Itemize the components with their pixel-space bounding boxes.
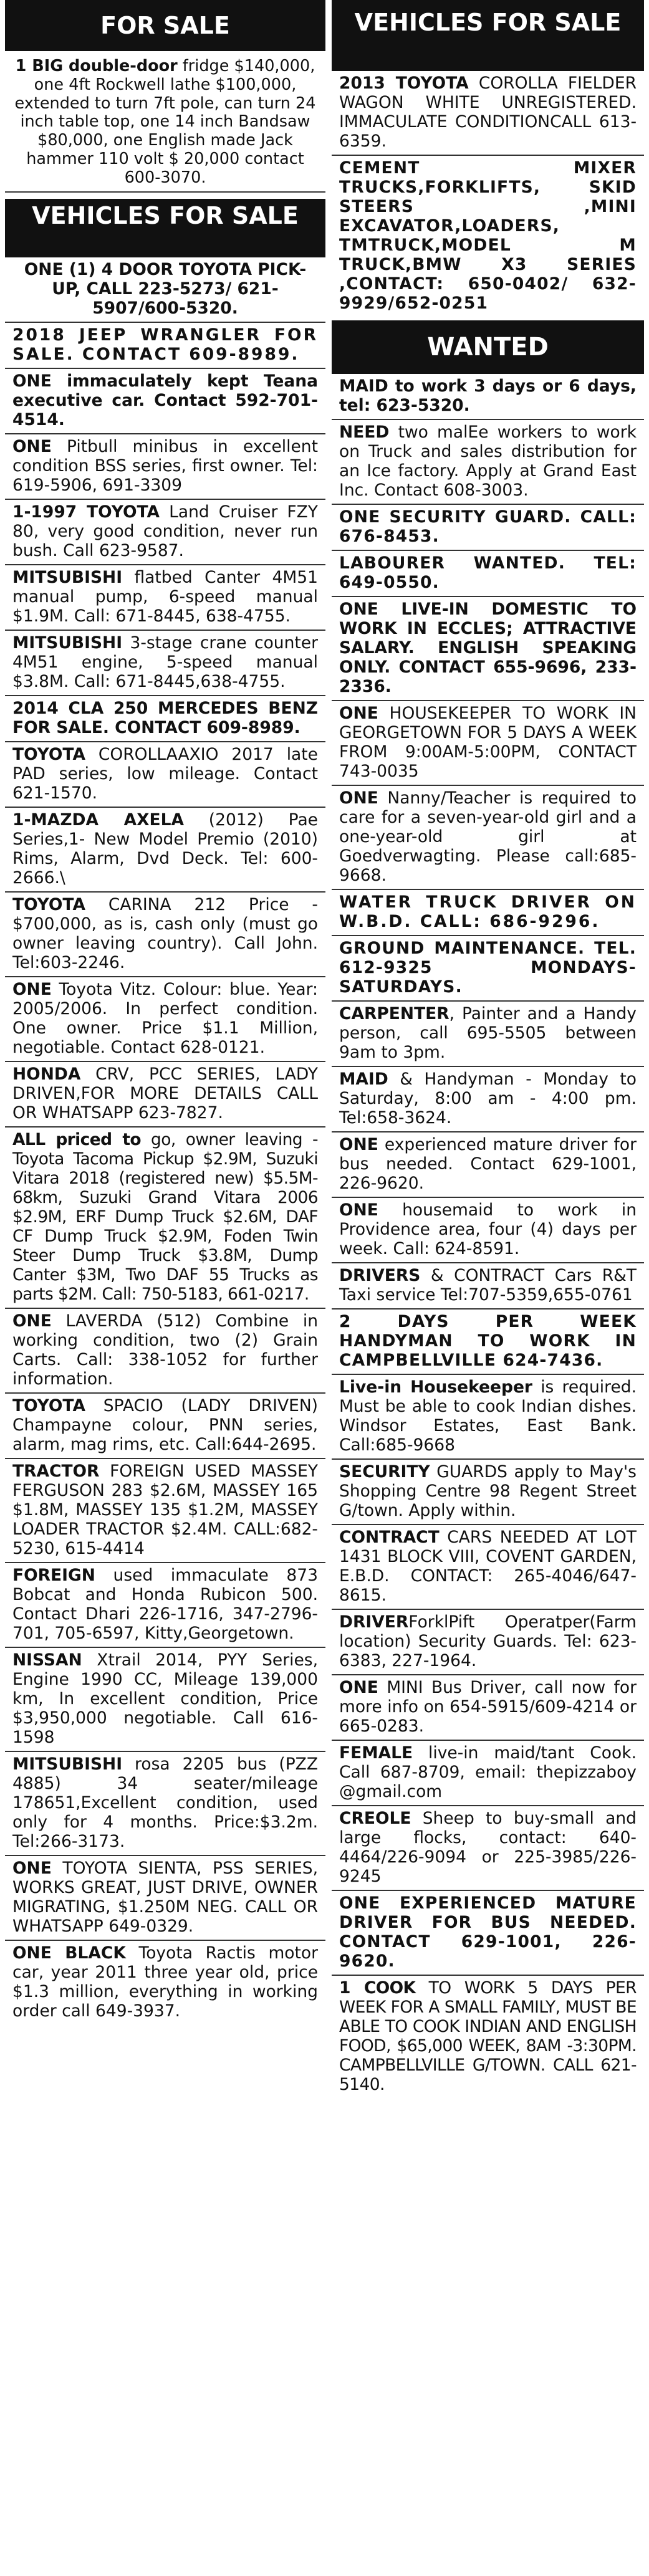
classified-ad: ONE (1) 4 DOOR TOYOTA PICK-UP, CALL 223-5273/ 621-5907/600-5320.: [5, 257, 325, 323]
wanted-header: WANTED: [332, 320, 644, 374]
classified-ad: ONE MINI Bus Driver, call now for more info on 654-5915/609-4214 or 665-0283.: [332, 1675, 644, 1741]
classified-ad: ONE EXPERIENCED MATURE DRIVER FOR BUS NEEDED. CONTACT 629-1001, 226-9620.: [332, 1891, 644, 1976]
classified-ad: NEED two malEe workers to work on Truck and sales distribution for an Ice factory. Apply at Grand East Inc. Contact 608-3003.: [332, 420, 644, 505]
classified-ad: CEMENT MIXER TRUCKS,FORKLIFTS, SKID STEERS ,MINI EXCAVATOR,LOADERS, TMTRUCK,MODEL M TRUCK,BMW X3 SERIES ,CONTACT: 650-0402/ 632-9929/652-0251: [339, 158, 637, 313]
classified-ad: ALL priced to go, owner leaving - Toyota Tacoma Pickup $2.9M, Suzuki Vitara 2018 (registered new) $5.5M-68km, Suzuki Grand Vitara 2006 $2.9M, ERF Dump Truck $2.6M, DAF CF Dump Truck $2.9M, Foden Twin Steer Dump Truck $3.8M, Dump Canter $3M, Two DAF 55 Trucks as parts $2M. Call: 750-5183, 661-0217.: [5, 1128, 325, 1309]
classified-ad: ONE SECURITY GUARD. CALL: 676-8453.: [332, 505, 644, 551]
classified-ad: ONE housemaid to work in Providence area, four (4) days per week. Call: 624-8591.: [332, 1198, 644, 1263]
classified-ad: 1-1997 TOYOTA Land Cruiser FZY 80, very good condition, never run bush. Call 623-9587.: [5, 500, 325, 565]
classified-ad: WATER TRUCK DRIVER ON W.B.D. CALL: 686-9296.: [332, 890, 644, 936]
classified-ad: TOYOTA CARINA 212 Price - $700,000, as is, cash only (must go owner leaving country). Call John. Tel:603-2246.: [5, 893, 325, 977]
classified-ad: SECURITY GUARDS apply to May's Shopping Centre 98 Regent Street G/town. Apply within.: [332, 1460, 644, 1525]
classified-ad: ONE immaculately kept Teana executive car. Contact 592-701-4514.: [5, 369, 325, 434]
classified-ad: ONE LAVERDA (512) Combine in working condition, two (2) Grain Carts. Call: 338-1052 for further information.: [5, 1309, 325, 1394]
for-sale-ad: 1 BIG double-door fridge $140,000, one 4ft Rockwell lathe $100,000, extended to turn 7ft pole, can turn 24 inch table top, one 14 inch Bandsaw $80,000, one English made Jack hammer 110 volt $ 20,000 contact 600-3070.: [5, 51, 325, 193]
classified-ad: MAID to work 3 days or 6 days, tel: 623-5320.: [332, 374, 644, 420]
vehicles-for-sale-header-left: VEHICLES FOR SALE: [5, 199, 325, 257]
classified-ad: 1-MAZDA AXELA (2012) Pae Series,1- New Model Premio (2010) Rims, Alarm, Dvd Deck. Tel: 600-2666.\: [5, 808, 325, 893]
classified-ad: MAID & Handyman - Monday to Saturday, 8:00 am - 4:00 pm. Tel:658-3624.: [332, 1067, 644, 1132]
classified-ad: MITSUBISHI 3-stage crane counter 4M51 engine, 5-speed manual $3.8M. Call: 671-8445,638-4755.: [5, 631, 325, 696]
classified-ad: DRIVERS & CONTRACT Cars R&T Taxi service Tel:707-5359,655-0761: [332, 1263, 644, 1310]
classified-ad: TOYOTA SPACIO (LADY DRIVEN) Champayne colour, PNN series, alarm, mag rims, etc. Call:644-2695.: [5, 1394, 325, 1459]
classified-ad: ONE experienced mature driver for bus needed. Contact 629-1001, 226-9620.: [332, 1132, 644, 1198]
classified-ad: ONE Toyota Vitz. Colour: blue. Year: 2005/2006. In perfect condition. One owner. Price $1.1 Million, negotiable. Contact 628-0121.: [5, 977, 325, 1062]
vehicles-for-sale-header-right: VEHICLES FOR SALE: [332, 0, 644, 71]
classified-ad: 2018 JEEP WRANGLER FOR SALE. CONTACT 609-8989.: [5, 323, 325, 369]
classified-ad: 2014 CLA 250 MERCEDES BENZ FOR SALE. CONTACT 609-8989.: [5, 696, 325, 742]
classified-ad: FOREIGN used immaculate 873 Bobcat and Honda Rubicon 500. Contact Dhari 226-1716, 347-2796-701, 705-6597, Kitty,Georgetown.: [5, 1563, 325, 1648]
classified-ad: ONE HOUSEKEEPER TO WORK IN GEORGETOWN FOR 5 DAYS A WEEK FROM 9:00AM-5:00PM, CONTACT 743-0035: [332, 701, 644, 786]
classified-ad: ONE Pitbull minibus in excellent condition BSS series, first owner. Tel: 619-5906, 691-3309: [5, 434, 325, 500]
right-column: [332, 0, 644, 2576]
classified-ad: 2013 TOYOTA COROLLA FIELDER WAGON WHITE UNREGISTERED. IMMACULATE CONDITIONCALL 613-6359.: [332, 71, 644, 156]
classified-ad: TOYOTA COROLLAAXIO 2017 late PAD series, low mileage. Contact 621-1570.: [5, 742, 325, 808]
classified-ad: 1 COOK TO WORK 5 DAYS PER WEEK FOR A SMALL FAMILY, MUST BE ABLE TO COOK INDIAN AND ENGLISH FOOD, $65,000 WEEK, 8AM -3:30PM. CAMPBELLVILLE G/TOWN. CALL 621-5140.: [339, 1978, 637, 2094]
classified-ad: CONTRACT CARS NEEDED AT LOT 1431 BLOCK VIII, COVENT GARDEN, E.B.D. CONTACT: 265-4046/647-8615.: [332, 1525, 644, 1610]
left-column: [5, 0, 325, 2576]
for-sale-header: FOR SALE: [5, 0, 325, 51]
classified-ad: DRIVERForklPift Operatper(Farm location) Security Guards. Tel: 623-6383, 227-1964.: [332, 1610, 644, 1675]
classified-ad: ONE LIVE-IN DOMESTIC TO WORK IN ECCLES; ATTRACTIVE SALARY. ENGLISH SPEAKING ONLY. CONTACT 655-9696, 233-2336.: [332, 597, 644, 701]
classified-ad: CREOLE Sheep to buy-small and large flocks, contact: 640-4464/226-9094 or 225-3985/226-9245: [332, 1806, 644, 1891]
classified-ad: ONE Nanny/Teacher is required to care for a seven-year-old girl and a one-year-old girl at Goedverwagting. Please call:685-9668.: [332, 786, 644, 890]
classified-ad: HONDA CRV, PCC SERIES, LADY DRIVEN,FOR MORE DETAILS CALL OR WHATSAPP 623-7827.: [5, 1062, 325, 1128]
classified-ad: FEMALE live-in maid/tant Cook. Call 687-8709, email: thepizzaboy @gmail.com: [332, 1741, 644, 1806]
classified-ad: GROUND MAINTENANCE. TEL. 612-9325 MONDAYS-SATURDAYS.: [332, 936, 644, 1002]
classified-ad: MITSUBISHI flatbed Canter 4M51 manual pump, 6-speed manual $1.9M. Call: 671-8445, 638-4755.: [5, 565, 325, 631]
classified-ad: MITSUBISHI rosa 2205 bus (PZZ 4885) 34 seater/mileage 178651,Excellent condition, used only for 4 months. Price:$3.2m. Tel:266-3173.: [5, 1752, 325, 1856]
classified-ad: CARPENTER, Painter and a Handy person, call 695-5505 between 9am to 3pm.: [332, 1002, 644, 1067]
classified-ad: 2 DAYS PER WEEK HANDYMAN TO WORK IN CAMPBELLVILLE 624-7436.: [332, 1310, 644, 1375]
classified-ad: ONE BLACK Toyota Ractis motor car, year 2011 three year old, price $1.3 million, everything in working order call 649-3937.: [12, 1943, 318, 2021]
classified-ad: LABOURER WANTED. TEL: 649-0550.: [332, 551, 644, 597]
classified-ad: NISSAN Xtrail 2014, PYY Series, Engine 1990 CC, Mileage 139,000 km, In excellent condition, Price $3,950,000 negotiable. Call 616-1598: [5, 1648, 325, 1752]
classified-ad: TRACTOR FOREIGN USED MASSEY FERGUSON 283 $2.6M, MASSEY 165 $1.8M, MASSEY 135 $1.2M, MASSEY LOADER TRACTOR $2.4M. CALL:682-5230, 615-4414: [5, 1459, 325, 1563]
classified-ad: ONE TOYOTA SIENTA, PSS SERIES, WORKS GREAT, JUST DRIVE, OWNER MIGRATING, $1.250M NEG. CALL OR WHATSAPP 649-0329.: [5, 1856, 325, 1941]
classified-ad: Live-in Housekeeper is required. Must be able to cook Indian dishes. Windsor Estates, East Bank. Call:685-9668: [332, 1375, 644, 1460]
